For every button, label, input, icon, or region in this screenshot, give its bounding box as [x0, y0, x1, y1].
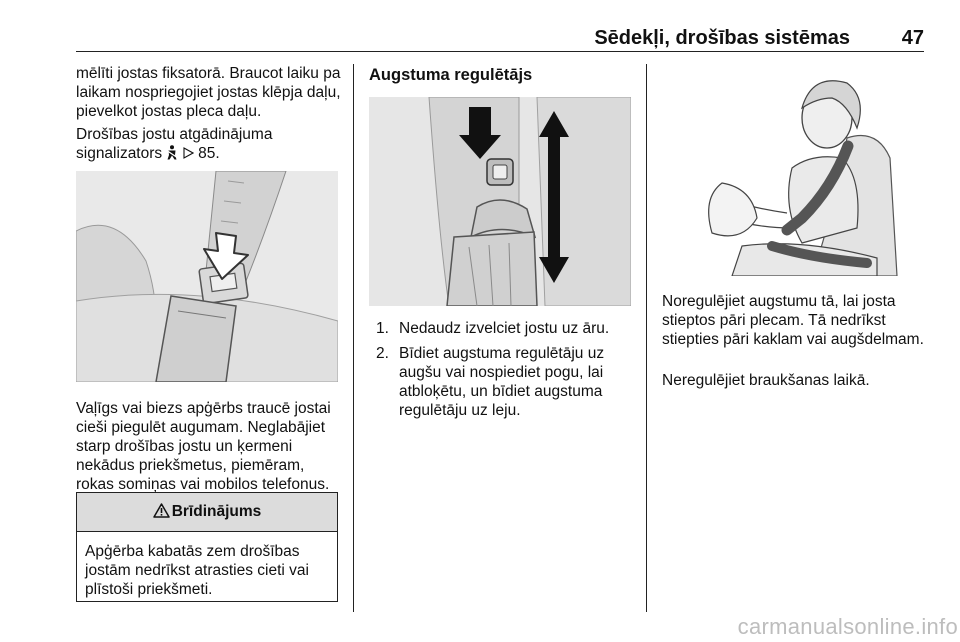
page-ref-number[interactable]: 85.	[198, 145, 220, 162]
step-text: Nedaudz izvelciet jostu uz āru.	[399, 320, 610, 337]
column-divider-2	[646, 64, 647, 612]
paragraph-continuation: mēlīti jostas fiksatorā. Braucot laiku pa laikam nospriegojiet jostas klēpja daļu, pievelkot jostas pleca daļu.	[76, 65, 341, 120]
page-ref-arrow-icon	[183, 145, 198, 162]
seatbelt-icon	[166, 145, 182, 162]
page-header-title: Sēdekļi, drošības sistēmas	[594, 27, 850, 49]
step-item	[376, 319, 632, 338]
step-number: 1.	[376, 320, 389, 337]
step-number: 2.	[376, 345, 389, 362]
header-divider	[76, 51, 924, 52]
column-divider-1	[353, 64, 354, 612]
warning-triangle-icon	[153, 503, 170, 521]
reminder-text: Drošības jostu atgādinājuma signalizators	[76, 126, 273, 162]
adjustment-steps-list	[376, 319, 632, 426]
belt-buckle-illustration	[76, 171, 338, 382]
paragraph-loose-clothing: Vaļīgs vai biezs apģērbs traucē jostai cieši piegulēt augumam. Neglabājiet starp drošības jostu un ķermeni nekādus priekšmetus, piemēram, rokas somiņas vai mobilos telefonus.	[76, 400, 331, 493]
watermark: carmanualsonline.info	[737, 614, 958, 639]
paragraph-reminder	[76, 125, 342, 163]
driver-seatbelt-illustration	[662, 68, 924, 276]
warning-body: Apģērba kabatās zem drošības jostām nedrīkst atrasties cieti vai plīstoši priekšmeti.	[85, 543, 309, 598]
paragraph-height-adjust: Noregulējiet augstumu tā, lai josta stieptos pāri plecam. Tā nedrīkst stiepties pāri kaklam vai augšdelmam.	[662, 293, 924, 348]
height-adjuster-illustration	[369, 97, 631, 306]
step-text: Bīdiet augstuma regulētāju uz augšu vai nospiediet pogu, lai atbloķētu, un bīdiet augstuma regulētāju uz leju.	[399, 345, 605, 419]
warning-header	[77, 493, 337, 532]
warning-title: Brīdinājums	[171, 503, 262, 520]
warning-box	[76, 492, 338, 602]
paragraph-do-not-adjust-driving: Neregulējiet braukšanas laikā.	[662, 372, 870, 389]
step-item	[376, 344, 632, 420]
section-heading-height-adjuster: Augstuma regulētājs	[369, 66, 533, 84]
page-number: 47	[901, 27, 924, 49]
